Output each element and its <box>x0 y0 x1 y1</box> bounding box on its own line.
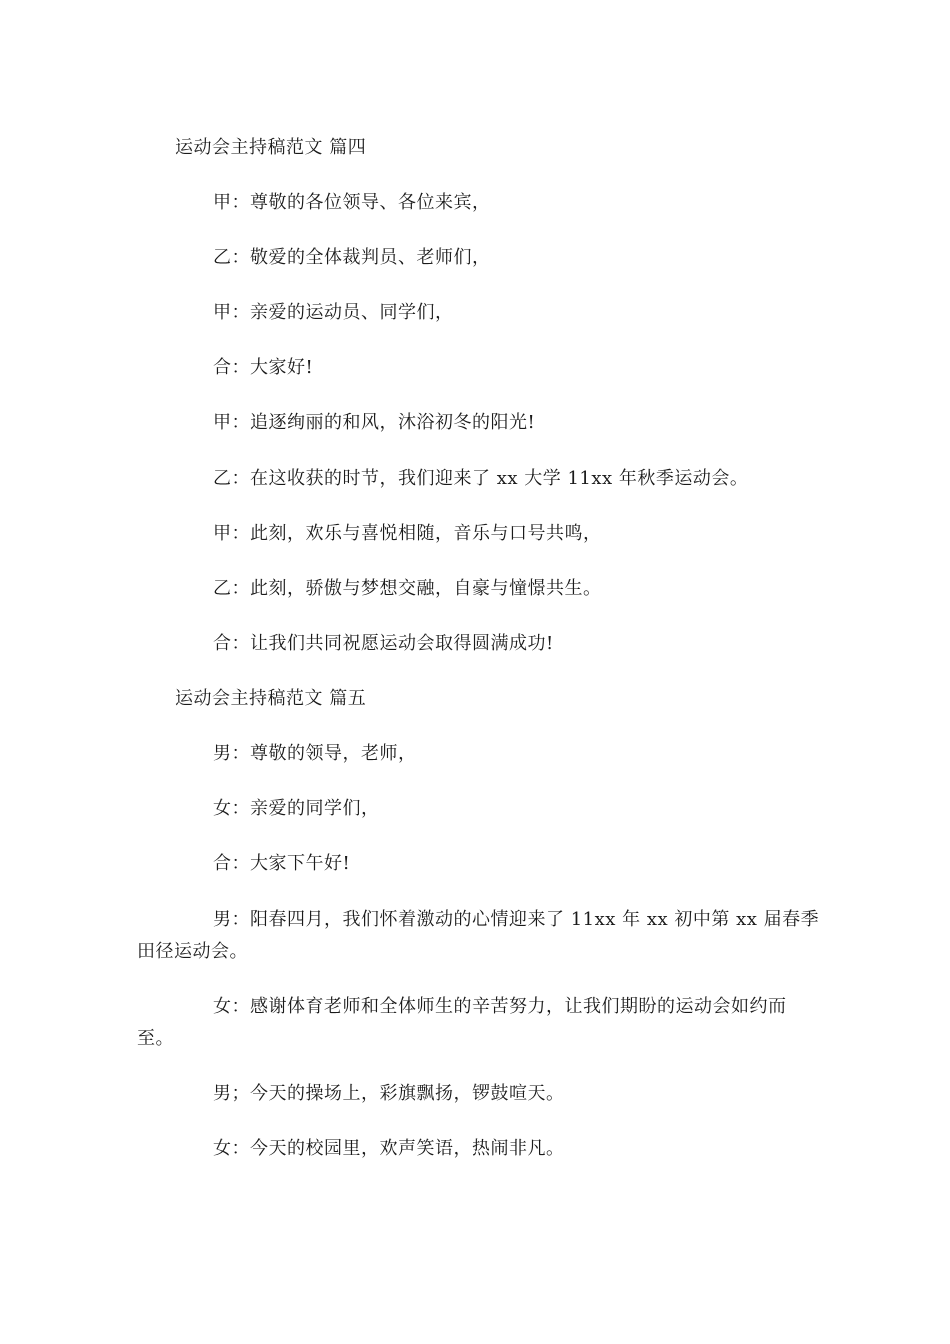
section4-line-3: 甲：亲爱的运动员、同学们， <box>213 302 454 323</box>
section4-line-7: 甲：此刻，欢乐与喜悦相随，音乐与口号共鸣， <box>213 523 602 544</box>
section5-line-7: 女：今天的校园里，欢声笑语，热闹非凡。 <box>213 1138 565 1159</box>
section4-line-6: 乙：在这收获的时节，我们迎来了 xx 大学 11xx 年秋季运动会。 <box>213 468 749 489</box>
section4-line-8: 乙：此刻，骄傲与梦想交融，自豪与憧憬共生。 <box>213 578 602 599</box>
section5-line-4: 男：阳春四月，我们怀着激动的心情迎来了 11xx 年 xx 初中第 xx 届春季 <box>213 909 820 930</box>
section5-line-2: 女：亲爱的同学们， <box>213 798 380 819</box>
section4-line-4: 合：大家好! <box>213 357 314 378</box>
section5-line-6: 男；今天的操场上，彩旗飘扬，锣鼓喧天。 <box>213 1083 565 1104</box>
section5-line-5-cont: 至。 <box>137 1028 174 1049</box>
section4-line-9: 合：让我们共同祝愿运动会取得圆满成功! <box>213 633 554 654</box>
section4-heading: 运动会主持稿范文 篇四 <box>175 137 367 158</box>
section5-line-3: 合：大家下午好! <box>213 853 351 874</box>
section4-line-1: 甲：尊敬的各位领导、各位来宾， <box>213 192 491 213</box>
section5-heading: 运动会主持稿范文 篇五 <box>175 688 367 709</box>
section4-line-5: 甲：追逐绚丽的和风，沐浴初冬的阳光! <box>213 412 536 433</box>
section5-line-1: 男：尊敬的领导，老师， <box>213 743 417 764</box>
section4-line-2: 乙：敬爱的全体裁判员、老师们， <box>213 247 491 268</box>
section5-line-5: 女：感谢体育老师和全体师生的辛苦努力，让我们期盼的运动会如约而 <box>213 996 787 1017</box>
section5-line-4-cont: 田径运动会。 <box>137 941 248 962</box>
